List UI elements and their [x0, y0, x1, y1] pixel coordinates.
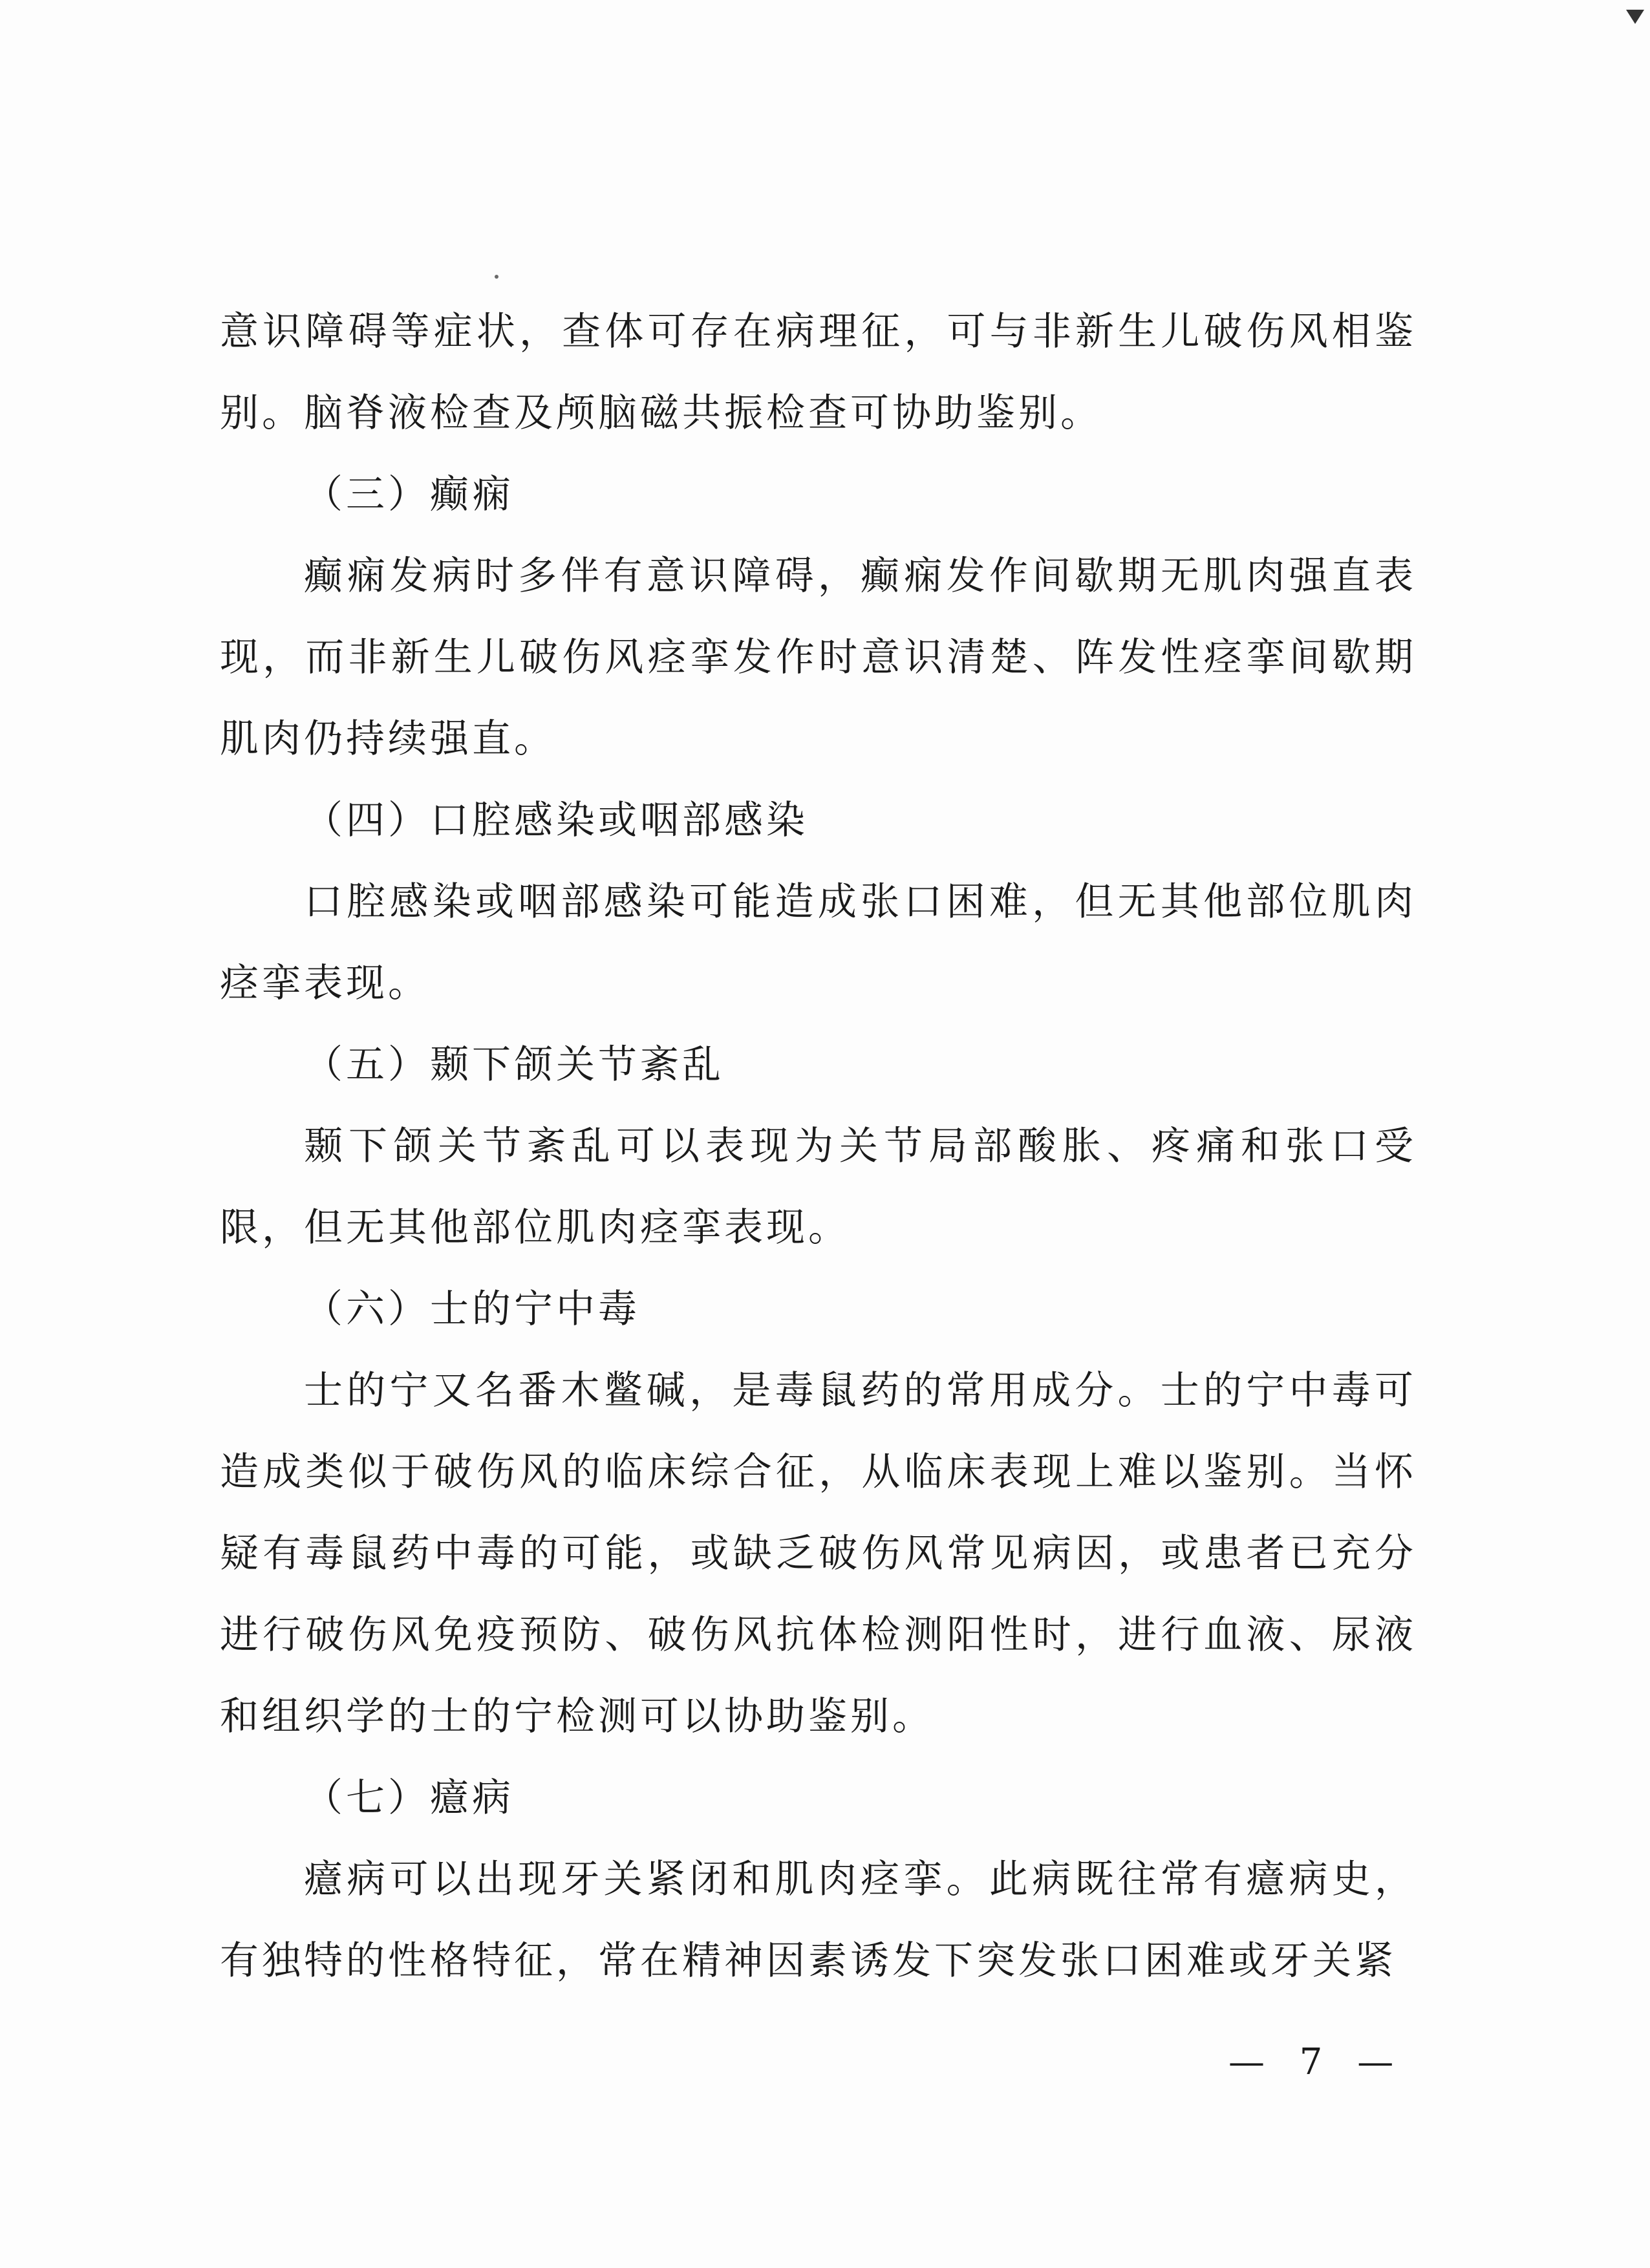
paragraph-line: 有独特的性格特征，常在精神因素诱发下突发张口困难或牙关紧 [220, 1938, 1397, 1984]
paragraph-line: 别。脑脊液检查及颅脑磁共振检查可协助鉴别。 [220, 390, 1102, 436]
paragraph-line: 现，而非新生儿破伤风痉挛发作时意识清楚、阵发性痉挛间歇期 [220, 635, 1413, 680]
scan-corner-mark [1626, 10, 1644, 24]
paragraph-line: 颞下颌关节紊乱可以表现为关节局部酸胀、疼痛和张口受 [304, 1124, 1413, 1169]
document-body [220, 291, 1413, 2002]
section-heading: （七）癔病 [304, 1775, 514, 1821]
paragraph-line: 疑有毒鼠药中毒的可能，或缺乏破伤风常见病因，或患者已充分 [220, 1531, 1413, 1576]
paragraph-line: 进行破伤风免疫预防、破伤风抗体检测阳性时，进行血液、尿液 [220, 1612, 1413, 1658]
scan-speck [495, 275, 498, 279]
paragraph-line: 造成类似于破伤风的临床综合征，从临床表现上难以鉴别。当怀 [220, 1450, 1413, 1495]
paragraph-line: 限，但无其他部位肌肉痉挛表现。 [220, 1205, 850, 1250]
paragraph-line: 士的宁又名番木鳖碱，是毒鼠药的常用成分。士的宁中毒可 [304, 1368, 1413, 1413]
section-heading: （四）口腔感染或咽部感染 [304, 798, 808, 843]
section-heading: （三）癫痫 [304, 472, 514, 517]
page-number: — 7 — [1228, 2041, 1406, 2083]
paragraph-line: 癔病可以出现牙关紧闭和肌肉痉挛。此病既往常有癔病史， [304, 1857, 1413, 1902]
section-heading: （六）士的宁中毒 [304, 1287, 640, 1332]
paragraph-line: 癫痫发病时多伴有意识障碍，癫痫发作间歇期无肌肉强直表 [304, 553, 1413, 599]
paragraph-line: 痉挛表现。 [220, 961, 430, 1006]
section-heading: （五）颞下颌关节紊乱 [304, 1042, 724, 1087]
paragraph-line: 意识障碍等症状，查体可存在病理征，可与非新生儿破伤风相鉴 [220, 309, 1413, 354]
paragraph-line: 肌肉仍持续强直。 [220, 716, 556, 762]
paragraph-line: 和组织学的士的宁检测可以协助鉴别。 [220, 1694, 934, 1739]
paragraph-line: 口腔感染或咽部感染可能造成张口困难，但无其他部位肌肉 [304, 879, 1413, 925]
